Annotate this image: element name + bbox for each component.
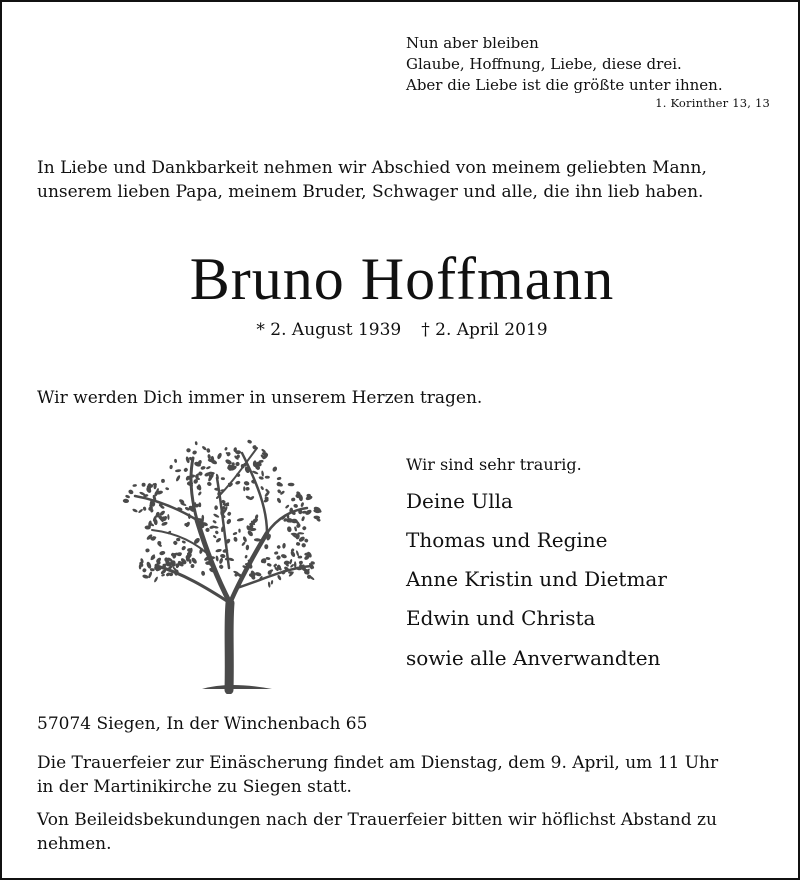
tree-leaf (201, 445, 207, 451)
tree-leaf (185, 456, 190, 463)
mourner-name: Edwin und Christa (406, 606, 596, 630)
tree-leaf (207, 454, 211, 460)
motto-text: Wir werden Dich immer in unserem Herzen tragen. (37, 388, 483, 408)
tree-leaf (295, 550, 299, 557)
intro-text (37, 156, 707, 204)
tree-leaf (233, 536, 238, 542)
tree-leaf (176, 538, 180, 542)
tree-leaf (235, 480, 241, 485)
tree-leaf (128, 489, 135, 495)
service-line: in der Martinikirche zu Siegen statt. (37, 777, 352, 797)
tree-leaf (214, 505, 218, 510)
tree-leaf (214, 530, 219, 535)
tree-leaf (254, 571, 261, 577)
tree-leaf (198, 491, 202, 496)
tree-leaf (161, 479, 165, 483)
tree-leaf (142, 506, 146, 511)
tree-leaf (232, 532, 237, 536)
mourner-name: Thomas und Regine (406, 528, 608, 552)
tree-leaf (301, 516, 305, 522)
tree-leaf (206, 481, 212, 487)
tree-leaf (213, 535, 217, 539)
tree-leaf (191, 557, 198, 565)
tree-leaf (215, 548, 222, 552)
tree-leaf (276, 544, 281, 549)
tree-leaf (245, 487, 250, 491)
mourners-intro: Wir sind sehr traurig. (406, 455, 582, 474)
tree-leaf (301, 542, 307, 548)
tree-leaf (225, 458, 233, 465)
tree-leaf (282, 543, 286, 549)
tree-leaf (243, 486, 245, 491)
tree-leaf (201, 570, 206, 576)
tree-leaf (150, 568, 155, 571)
tree-icon (117, 438, 322, 694)
tree-leaf (299, 561, 303, 565)
tree-leaf (268, 581, 271, 587)
tree-leaf (190, 564, 194, 568)
tree-leaf (242, 536, 247, 543)
tree-leaf (274, 551, 279, 555)
mourner-name: sowie alle Anverwandten (406, 646, 661, 670)
family-address: 57074 Siegen, In der Winchenbach 65 (37, 714, 368, 734)
tree-leaf (206, 466, 211, 470)
tree-leaf (277, 574, 282, 581)
tree-leaf (212, 520, 217, 525)
tree-leaf (181, 540, 186, 544)
tree-leaf (280, 553, 287, 559)
tree-leaf (244, 555, 248, 559)
tree-leaf (146, 561, 152, 569)
tree-leaf (159, 550, 166, 555)
tree-leaf (216, 452, 222, 460)
tree-leaf (275, 555, 281, 561)
tree-leaf (291, 497, 296, 501)
tree-leaf (142, 483, 146, 487)
life-dates (2, 320, 800, 340)
tree-leaf (264, 544, 268, 549)
tree-leaf (195, 441, 198, 445)
tree-leaf (293, 503, 299, 508)
tree-leaf (247, 439, 253, 444)
tree-leaf (304, 553, 309, 556)
tree-leaf (261, 470, 264, 476)
condolence-notice (37, 808, 717, 856)
tree-leaf (153, 576, 158, 583)
service-line: Die Trauerfeier zur Einäscherung findet am Dienstag, dem 9. April, um 11 Uhr (37, 753, 719, 773)
tree-leaf (227, 511, 232, 516)
tree-leaf (198, 502, 201, 507)
death-date: † 2. April 2019 (421, 320, 548, 340)
tree-leaf (218, 564, 224, 570)
tree-leaf (132, 484, 137, 487)
tree-leaf (286, 526, 292, 533)
tree-leaf (260, 486, 264, 491)
tree-leaf (132, 508, 138, 513)
tree-leaf (142, 568, 147, 573)
tree-leaf (220, 554, 226, 559)
tree-leaf (123, 498, 130, 503)
tree-leaf (206, 448, 211, 453)
tree-leaf (276, 476, 281, 480)
quote-line: Glaube, Hoffnung, Liebe, diese drei. (406, 55, 682, 73)
tree-leaf (290, 550, 296, 557)
tree-leaf (265, 476, 270, 479)
tree-leaf (221, 477, 225, 480)
tree-leaf (186, 448, 191, 453)
tree-leaf (288, 483, 295, 487)
birth-date: * 2. August 1939 (256, 320, 402, 340)
tree-leaf (192, 450, 198, 455)
tree-leaf (237, 517, 245, 522)
mourner-name: Deine Ulla (406, 489, 513, 513)
tree-leaf (145, 548, 150, 553)
tree-leaf (174, 459, 178, 463)
tree-leaf (165, 572, 171, 577)
tree-leaf (205, 527, 210, 532)
tree-leaf (183, 467, 189, 473)
quote-line: Aber die Liebe ist die größte unter ihnen. (406, 76, 723, 94)
tree-leaf (285, 504, 290, 509)
tree-leaf (125, 494, 130, 498)
tree-leaf (304, 509, 312, 516)
tree-leaf (272, 466, 278, 473)
tree-leaf (165, 487, 169, 491)
intro-line: unserem lieben Papa, meinem Bruder, Schwager und alle, die ihn lieb haben. (37, 182, 704, 202)
tree-leaf (276, 497, 282, 504)
deceased-name: Bruno Hoffmann (189, 246, 615, 312)
tree-leaf (142, 574, 149, 579)
tree-leaf (175, 469, 182, 473)
tree-leaf (302, 525, 308, 531)
tree-leaf (271, 580, 274, 585)
tree-leaf (138, 508, 144, 513)
tree-leaf (215, 555, 219, 561)
condolence-line: Von Beileidsbekundungen nach der Trauerfeier bitten wir höflichst Abstand zu (37, 810, 717, 830)
intro-line: In Liebe und Dankbarkeit nehmen wir Abschied von meinem geliebten Mann, (37, 158, 707, 178)
tree-leaf (139, 564, 142, 569)
tree-leaf (238, 529, 241, 533)
tree-leaf (289, 559, 293, 565)
tree-leaf (213, 513, 220, 518)
tree-leaf (245, 545, 249, 551)
condolence-line: nehmen. (37, 834, 112, 854)
tree-leaf (181, 545, 187, 551)
tree-leaf (266, 562, 272, 567)
tree-leaf (300, 502, 304, 507)
tree-leaf (200, 466, 206, 471)
tree-leaf (224, 447, 228, 451)
tree-leaf (175, 475, 181, 482)
tree-leaf (215, 537, 222, 543)
bible-quote (406, 33, 723, 96)
tree-leaf (219, 557, 224, 564)
tree-leaf (243, 481, 250, 487)
tree-leaf (167, 514, 170, 520)
quote-line: Nun aber bleiben (406, 34, 539, 52)
tree-leaf (169, 465, 173, 470)
service-notice (37, 751, 718, 799)
tree-leaf (296, 542, 301, 547)
mourner-name: Anne Kristin und Dietmar (406, 567, 667, 591)
quote-reference: 1. Korinther 13, 13 (655, 96, 770, 110)
